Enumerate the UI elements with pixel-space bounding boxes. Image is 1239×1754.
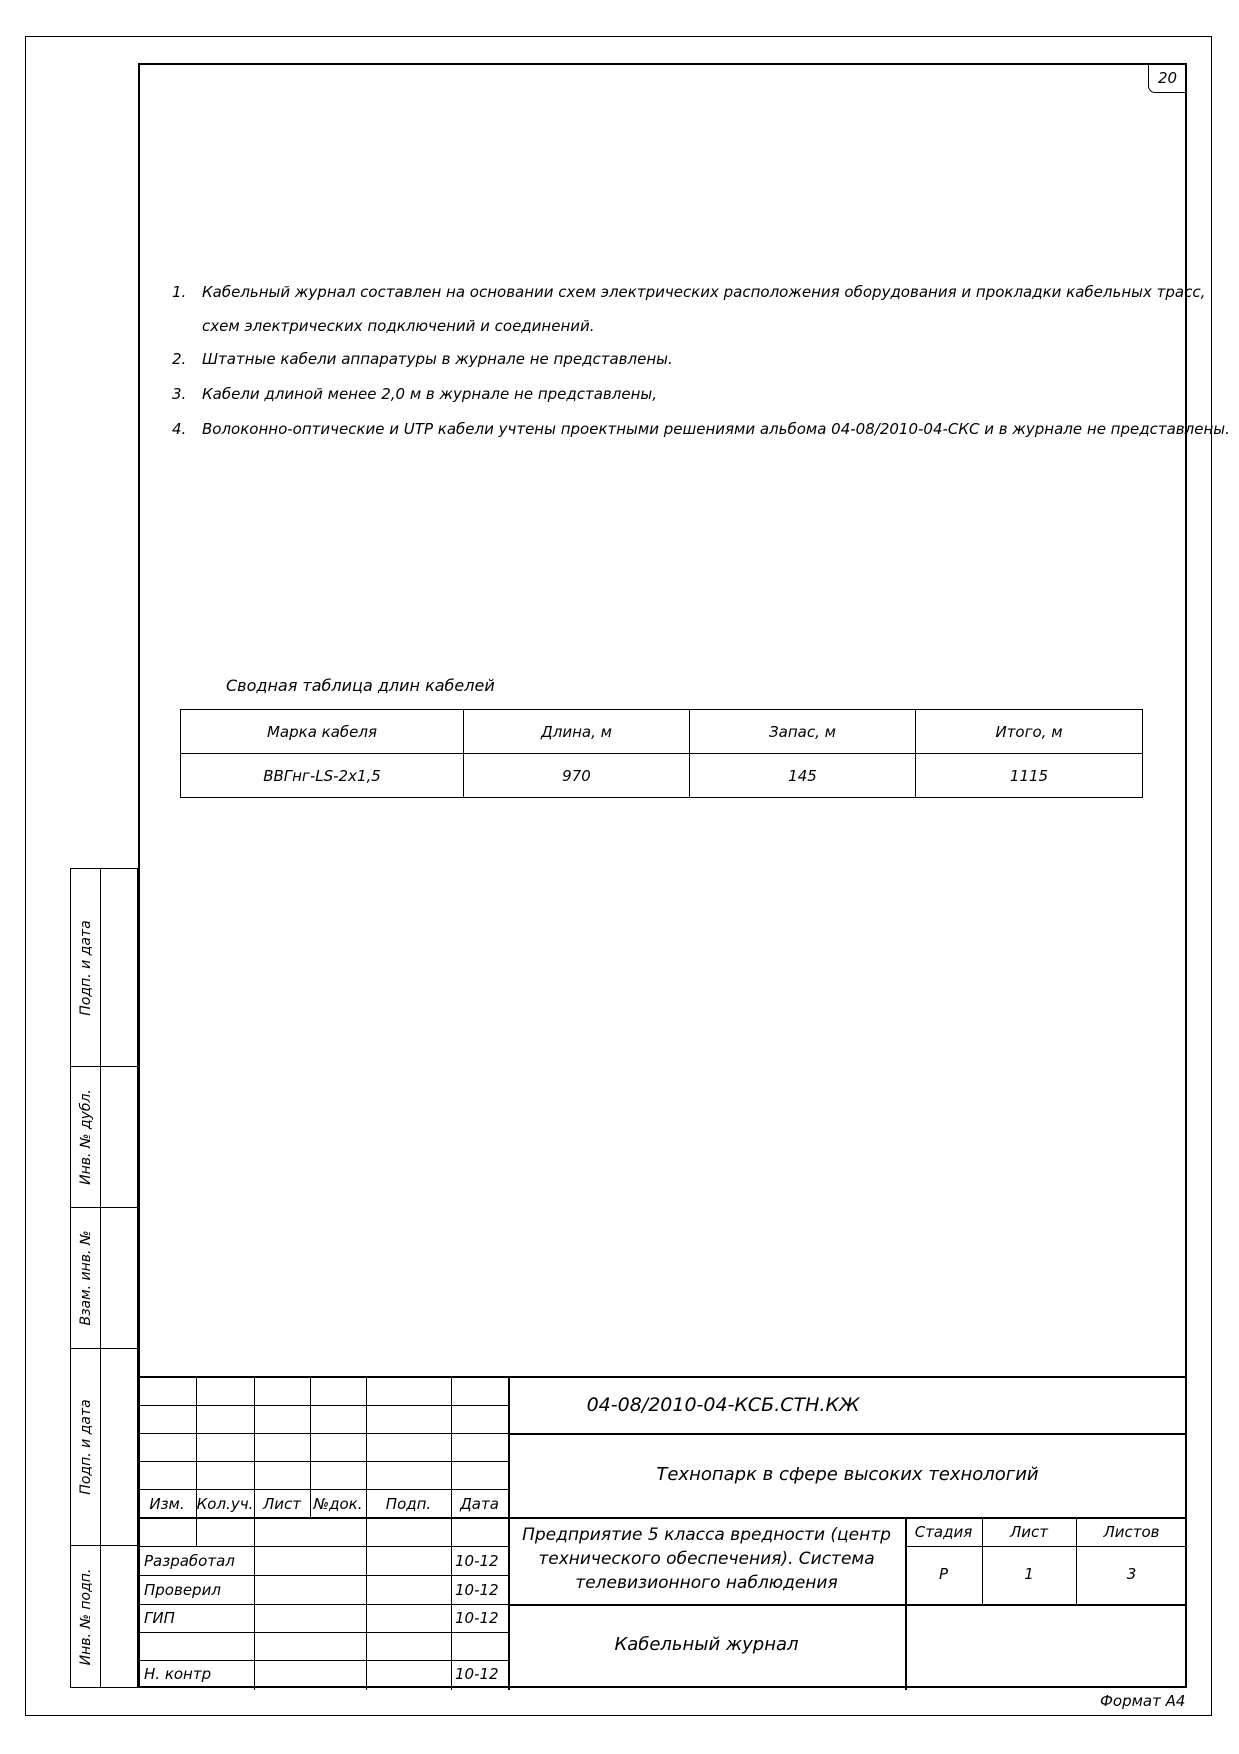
note-3: [172, 377, 1172, 412]
sheet-label: Лист: [1009, 1523, 1048, 1541]
sheet-number: 20: [1148, 65, 1186, 93]
sheet-value: 1: [1024, 1565, 1034, 1583]
table-header-cell: Марка кабеля: [181, 710, 464, 754]
note-number: 1.: [172, 283, 187, 301]
document-code: 04-08/2010-04-КСБ.СТН.КЖ: [586, 1394, 860, 1416]
date-chief-engineer: 10-12: [455, 1609, 499, 1627]
note-text: Волоконно-оптические и UTP кабели учтены проектными решениями альбома 04-08/2010-04-СКС и в журнале не представлены.: [202, 420, 1230, 438]
summary-table-caption: Сводная таблица длин кабелей: [226, 676, 495, 695]
side-stamp-label: Взам. инв. №: [77, 1230, 94, 1326]
object-line-2: технического обеспечения). Система: [538, 1549, 875, 1569]
table-cell: 1115: [916, 754, 1143, 798]
table-header-cell: Длина, м: [464, 710, 690, 754]
table-cell: ВВГнг-LS-2х1,5: [181, 754, 464, 798]
role-norm-control: Н. контр: [144, 1665, 212, 1683]
sheets-label: Листов: [1103, 1523, 1160, 1541]
col-header-izm: Изм.: [149, 1495, 185, 1513]
date-developed: 10-12: [455, 1552, 499, 1570]
table-header-cell: Запас, м: [690, 710, 916, 754]
notes-list: [172, 275, 1230, 447]
note-1: [172, 275, 1206, 310]
object-line-1: Предприятие 5 класса вредности (центр: [522, 1525, 891, 1545]
table-cell: 970: [464, 754, 690, 798]
side-stamp-cell: [71, 1208, 139, 1349]
note-2: [172, 342, 1172, 377]
side-stamp-cell: [71, 1067, 139, 1208]
col-header-kolvo: Кол.уч.: [196, 1495, 254, 1513]
col-header-list: Лист: [262, 1495, 301, 1513]
col-header-podp: Подп.: [385, 1495, 432, 1513]
note-text: Штатные кабели аппаратуры в журнале не представлены.: [202, 350, 673, 368]
table-header-row: [181, 710, 1143, 754]
side-stamp-cell: [71, 869, 139, 1067]
side-stamp-cell: [71, 1349, 139, 1546]
drawing-name: Кабельный журнал: [614, 1634, 799, 1655]
col-header-ndok: №док.: [313, 1495, 363, 1513]
note-text: Кабельный журнал составлен на основании схем электрических расположения оборудования и прокладки кабельных трасс,: [202, 283, 1206, 301]
date-checked: 10-12: [455, 1581, 499, 1599]
side-stamp-label: Подп. и дата: [77, 1399, 94, 1495]
note-number: 2.: [172, 350, 187, 368]
object-line-3: телевизионного наблюдения: [575, 1573, 838, 1593]
note-4: [172, 412, 1230, 447]
side-stamp-label: Инв. № дубл.: [77, 1089, 94, 1185]
title-block: [138, 1376, 1187, 1688]
summary-table: [180, 709, 1143, 798]
role-chief-engineer: ГИП: [144, 1609, 175, 1627]
project-name: Технопарк в сфере высоких технологий: [656, 1464, 1039, 1485]
side-stamp-label: Инв. № подп.: [77, 1568, 94, 1665]
role-developed: Разработал: [144, 1552, 235, 1570]
side-stamp-cell: [71, 1546, 139, 1687]
paper-format: Формат А4: [1100, 1692, 1186, 1710]
note-number: 3.: [172, 385, 187, 403]
col-header-data: Дата: [460, 1495, 499, 1513]
table-row: [181, 754, 1143, 798]
note-1-continuation: схем электрических подключений и соединений.: [202, 317, 595, 335]
role-checked: Проверил: [144, 1581, 221, 1599]
table-cell: 145: [690, 754, 916, 798]
stage-value: Р: [938, 1565, 949, 1583]
note-text: Кабели длиной менее 2,0 м в журнале не представлены,: [202, 385, 658, 403]
side-stamp-label: Подп. и дата: [77, 919, 94, 1016]
sheets-value: 3: [1126, 1565, 1137, 1583]
stage-label: Стадия: [914, 1523, 973, 1541]
table-header-cell: Итого, м: [916, 710, 1143, 754]
date-norm-control: 10-12: [455, 1665, 499, 1683]
note-number: 4.: [172, 420, 187, 438]
side-stamp: [70, 868, 138, 1688]
